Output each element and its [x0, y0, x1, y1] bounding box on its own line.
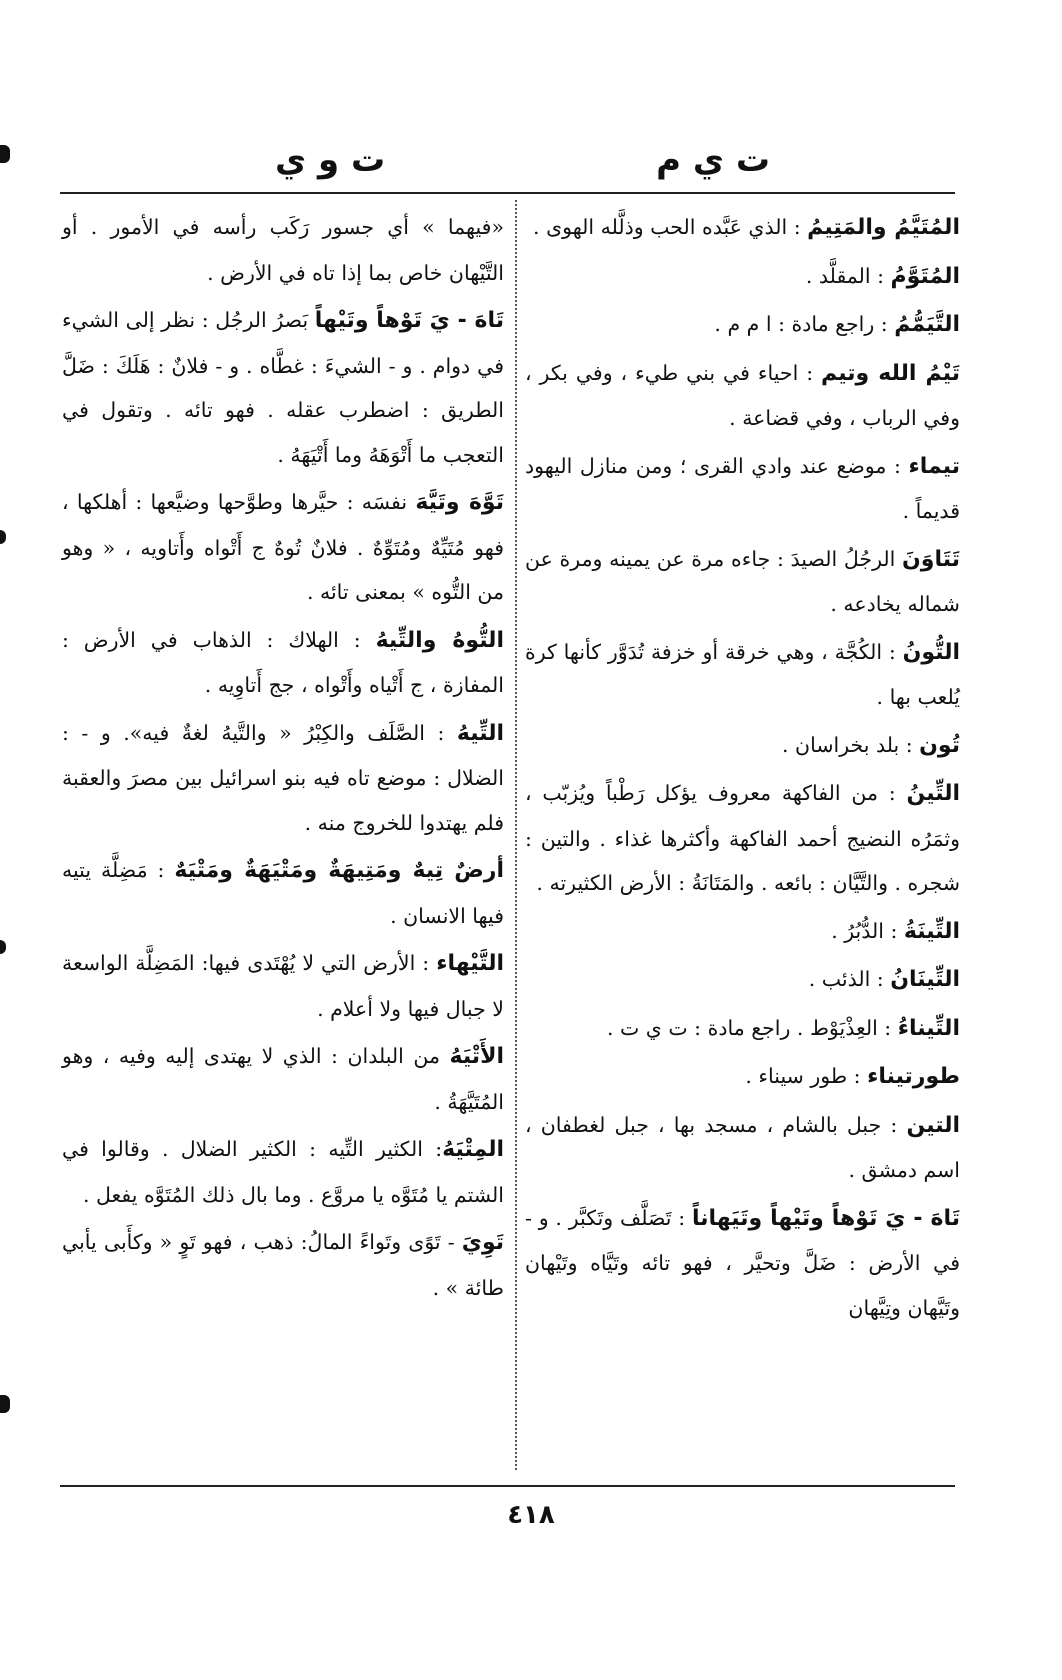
dictionary-entry — [62, 1034, 504, 1124]
dictionary-entry — [525, 537, 960, 627]
entry-headword: التِّيناءُ — [897, 1015, 960, 1041]
entry-headword: تيماء — [908, 453, 960, 479]
entry-headword: تَوِيَ — [461, 1230, 504, 1255]
dictionary-entry — [525, 351, 960, 441]
dictionary-entry — [525, 1054, 960, 1100]
footer-rule — [60, 1485, 955, 1487]
entry-definition: نفسَه : حيَّرها وطوَّحها وضيَّعها : أهلكها ، فهو مُتَيِّهٌ ومُتَوِّهٌ . فلانٌ تُوهٌ ج أَتْواه وأَتاويه ، « وهو من التُّوه » بمعنى تائه . — [62, 490, 504, 604]
dictionary-entry — [62, 848, 504, 938]
margin-mark — [0, 1395, 10, 1413]
entry-headword: تَتَاوَنَ — [902, 546, 960, 572]
entry-definition: : راجع مادة : ا م م . — [714, 312, 895, 336]
dictionary-entry — [525, 444, 960, 534]
entry-headword: تُون — [919, 732, 960, 758]
entry-definition: : من الفاكهة معروف يؤكل رَطْباً ويُزبّب ، وثمَرُه النضيج أحمد الفاكهة وأكثرها غذاء . والتين : شجره . والتَّيَّان : بائعه . والمَتَانَةُ : الأرض الكثيرته . — [525, 781, 960, 895]
entry-headword: تَيْمُ الله وتيم — [821, 360, 960, 386]
entry-definition: : المقلَّد . — [805, 263, 891, 288]
right-root-heading: ت ي م — [656, 140, 770, 180]
entry-definition: : الصَّلَف والكِبْرُ « والتَّيهُ لغةٌ فيه». و - : الضلال : موضع تاه فيه بنو اسرائيل بين مصرَ والعقبة فلم يهتدوا للخروج منه . — [62, 720, 504, 835]
dictionary-entry — [525, 302, 960, 348]
entry-definition: : الأرض التي لا يُهْتَدى فيها: المَضِلَّة الواسعة لا جبال فيها ولا أعلام . — [62, 951, 504, 1021]
right-column — [525, 205, 960, 1333]
entry-definition: من البلدان : الذي لا يهتدى إليه وفيه ، وهو المُتَيَّهَةُ . — [62, 1044, 504, 1114]
dictionary-entry — [525, 1006, 960, 1052]
entry-definition: : الكُجَّة ، وهي خرقة أو خزفة تُدَوَّر كأنها كرة يُلعب بها . — [525, 639, 960, 709]
page-number: ٤١٨ — [507, 1500, 555, 1530]
entry-headword: المِتْيَهُ — [442, 1137, 504, 1162]
entry-definition: : الذي عَبَّده الحب وذلَّله الهوى . — [533, 215, 808, 239]
entry-headword: التِّيهُ — [456, 720, 504, 746]
entry-definition: : جبل بالشام ، مسجد بها ، جبل لغطفان ، اسم دمشق . — [525, 1112, 960, 1182]
entry-headword: المُتَوَّمُ — [890, 263, 960, 289]
page-header — [60, 130, 960, 190]
entry-headword: تَاهَ - يَ تَوْهاً وتَيْهاً وتَيَهاناً — [691, 1205, 961, 1231]
entry-headword: تَاهَ - يَ تَوْهاً وتَيْهاً — [314, 308, 504, 333]
entry-definition: : الهلاك : الذهاب في الأرض : المفازة ، ج أَتْياه وأَتْواه ، جج أَتاوِيه . — [62, 627, 504, 697]
entry-headword: أرضٌ تِيهٌ ومَتِيهَةٌ ومَتْيَهَةٌ ومَتْيَهٌ — [174, 858, 504, 883]
dictionary-entry — [525, 957, 960, 1003]
entry-definition: : احياء في بني طيء ، وفي بكر ، وفي الرباب ، وفي قضاعة . — [525, 360, 960, 430]
entry-headword: التُّوهُ والتِّيهُ — [375, 627, 504, 653]
dictionary-entry — [62, 1127, 504, 1217]
entry-headword: التِّينُ — [906, 781, 960, 806]
dictionary-entry — [525, 1196, 960, 1331]
dictionary-entry — [62, 711, 504, 846]
entry-definition: : تَصَلَّف وتَكبَّر . و - في الأرض : ضَلَّ وتحيَّر ، فهو تائه وتَيَّاه وتَيْهان وتَيَّهان وتِيَّهان — [525, 1205, 960, 1320]
left-root-heading: ت و ي — [275, 140, 386, 180]
header-rule — [60, 192, 955, 194]
entry-definition: «فيهما » أي جسور رَكَب رأسه في الأمور . أو التَّيْهان خاص بما إذا تاه في الأرض . — [62, 215, 504, 285]
entry-definition: : العِذْيَوْط . راجع مادة : ت ي ت . — [606, 1015, 898, 1040]
dictionary-entry — [62, 298, 504, 477]
dictionary-entry — [62, 941, 504, 1031]
entry-headword: الأَتْيَهُ — [449, 1044, 504, 1069]
margin-mark — [0, 145, 10, 163]
entry-definition: : بلد بخراسان . — [781, 732, 920, 757]
entry-definition: : الذئب . — [808, 967, 891, 991]
margin-mark — [0, 530, 6, 544]
dictionary-entry — [62, 205, 504, 295]
dictionary-entry — [62, 618, 504, 708]
dictionary-entry — [525, 254, 960, 300]
entry-definition: : الدُّبُرُ . — [831, 918, 904, 943]
entry-definition: الرجُلُ الصيدَ : جاءه مرة عن يمينه ومرة عن شماله يخادعه . — [525, 546, 960, 616]
entry-definition: - تَوًى وتَواءً المالُ: ذهب ، فهو تَوٍ « وكأَبى يأبي طائة » . — [62, 1230, 504, 1300]
entry-headword: التِّينَةُ — [903, 918, 960, 944]
entry-headword: التَّيْهاء — [436, 951, 504, 976]
entry-definition: : مَضِلَّة يتيه فيها الانسان . — [62, 858, 504, 928]
dictionary-entry — [525, 630, 960, 720]
entry-headword: طورتيناء — [867, 1064, 960, 1089]
entry-definition: : طور سيناء . — [745, 1064, 868, 1088]
dictionary-entry — [62, 480, 504, 615]
dictionary-entry — [525, 1103, 960, 1193]
margin-mark — [0, 940, 6, 954]
dictionary-entry — [525, 909, 960, 955]
entry-headword: التِّينَانُ — [890, 967, 960, 992]
column-divider — [515, 200, 517, 1470]
entry-definition: : موضع عند وادي القرى ؛ ومن منازل اليهود قديماً . — [525, 453, 960, 523]
entry-headword: تَوَّهَ وتَيَّهَ — [415, 490, 504, 515]
dictionary-entry — [62, 1220, 504, 1310]
entry-headword: التين — [906, 1112, 960, 1138]
dictionary-entry — [525, 723, 960, 769]
entry-headword: المُتَيَّمُ والمَتِيمُ — [807, 215, 960, 240]
dictionary-entry — [525, 205, 960, 251]
entry-headword: التُّونُ — [902, 639, 960, 665]
entry-headword: التَّيَمُّمُ — [894, 312, 960, 337]
entry-definition: بَصرُ الرجُل : نظر إلى الشيء في دوام . و - الشيءَ : غطَّاه . و - فلانٌ : هَلَكَ : ضَلَّ الطريق : اضطرب عقله . فهو تائه . وتقول في التعجب ما أَتْوَهَهُ وما أَتْيَهَهُ . — [62, 308, 504, 467]
entry-definition: : الكثير التِّيه : الكثير الضلال . وقالوا في الشتم يا مُتَوَّه يا مروَّع . وما بال ذلك المُتَوَّه يفعل . — [62, 1137, 504, 1207]
dictionary-entry — [525, 771, 960, 906]
left-column — [62, 205, 504, 1313]
